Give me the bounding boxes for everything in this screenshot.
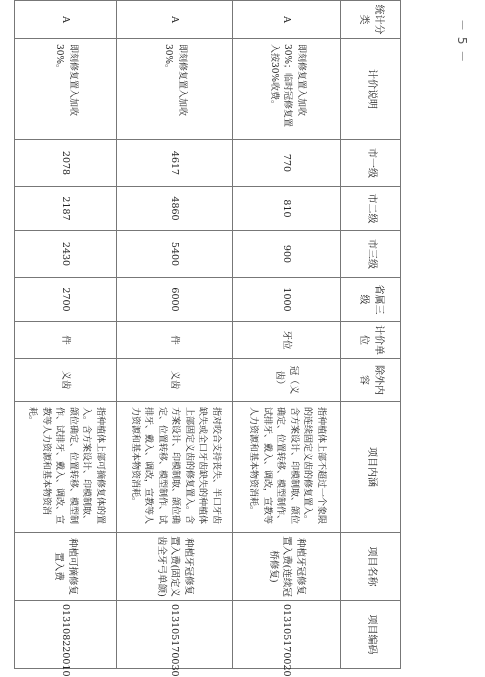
cell-note: 即刻修复置入加收30%。	[15, 39, 117, 140]
col-header: 统计分类	[341, 1, 401, 39]
table-header-row	[341, 1, 401, 669]
col-header: 省属三级	[341, 278, 401, 322]
table-row	[15, 1, 117, 669]
cell-content: 指对咬合支持丧失、半口牙齿缺失或全口牙齿缺失的种植体上部固定义齿的修复置入。含方案设计、印模制取、颌位确定、位置转移、模型制作、试排牙、戴入、调改，宣教等人力资源和基本物资消耗。	[117, 402, 233, 533]
cell-l2: 2187	[15, 187, 117, 231]
cell-category: A	[15, 1, 117, 39]
cell-l1: 2078	[15, 140, 117, 187]
cell-excl: 义齿	[15, 359, 117, 402]
cell-unit: 件	[15, 322, 117, 359]
cell-note: 即刻修复置入加收30%；临时冠修复置入按30%收费。	[233, 39, 341, 140]
cell-code: 013108220010	[15, 601, 117, 669]
cell-l2: 4860	[117, 187, 233, 231]
table-row	[117, 1, 233, 669]
cell-l2: 810	[233, 187, 341, 231]
cell-code: 013105170020	[233, 601, 341, 669]
cell-note: 即刻修复置入加收30%。	[117, 39, 233, 140]
cell-l3: 2430	[15, 231, 117, 278]
cell-name: 种植牙冠修复置入费(固定义齿全牙弓单颌)	[117, 533, 233, 601]
col-header: 市一级	[341, 140, 401, 187]
cell-category: A	[117, 1, 233, 39]
cell-category: A	[233, 1, 341, 39]
cell-code: 013105170030	[117, 601, 233, 669]
cell-l1: 770	[233, 140, 341, 187]
cell-name: 种植可摘修复置入费	[15, 533, 117, 601]
cell-content: 指种植体上部不超过一个象限的连续固定义齿的修复置入。含方案设计、印模制取、颌位确定、位置转移、模型制作、试排牙、戴入、调改，宣教等人力资源和基本物资消耗。	[233, 402, 341, 533]
col-header: 计价单位	[341, 322, 401, 359]
table-row	[233, 1, 341, 669]
col-header: 市二级	[341, 187, 401, 231]
col-header: 项目内涵	[341, 402, 401, 533]
cell-excl: 冠（义齿）	[233, 359, 341, 402]
cell-l3: 900	[233, 231, 341, 278]
cell-prov: 1000	[233, 278, 341, 322]
cell-prov: 6000	[117, 278, 233, 322]
cell-prov: 2700	[15, 278, 117, 322]
col-header: 计价说明	[341, 39, 401, 140]
cell-excl: 义齿	[117, 359, 233, 402]
cell-name: 种植牙冠修复置入费(连续冠桥修复)	[233, 533, 341, 601]
cell-l1: 4617	[117, 140, 233, 187]
pricing-table	[14, 0, 401, 677]
cell-unit: 件	[117, 322, 233, 359]
col-header: 项目名称	[341, 533, 401, 601]
col-header: 除外内容	[341, 359, 401, 402]
col-header: 市三级	[341, 231, 401, 278]
cell-l3: 5400	[117, 231, 233, 278]
cell-unit: 牙位	[233, 322, 341, 359]
page-number: － 5 －	[455, 19, 469, 64]
cell-content: 指种植体上部可摘修复体的置入。含方案设计、印模制取、颌位确定、位置转移、模型制作、试排牙、戴入、调改、宣教等人力资源和基本物资消耗。	[15, 402, 117, 533]
col-header: 项目编码	[341, 601, 401, 669]
